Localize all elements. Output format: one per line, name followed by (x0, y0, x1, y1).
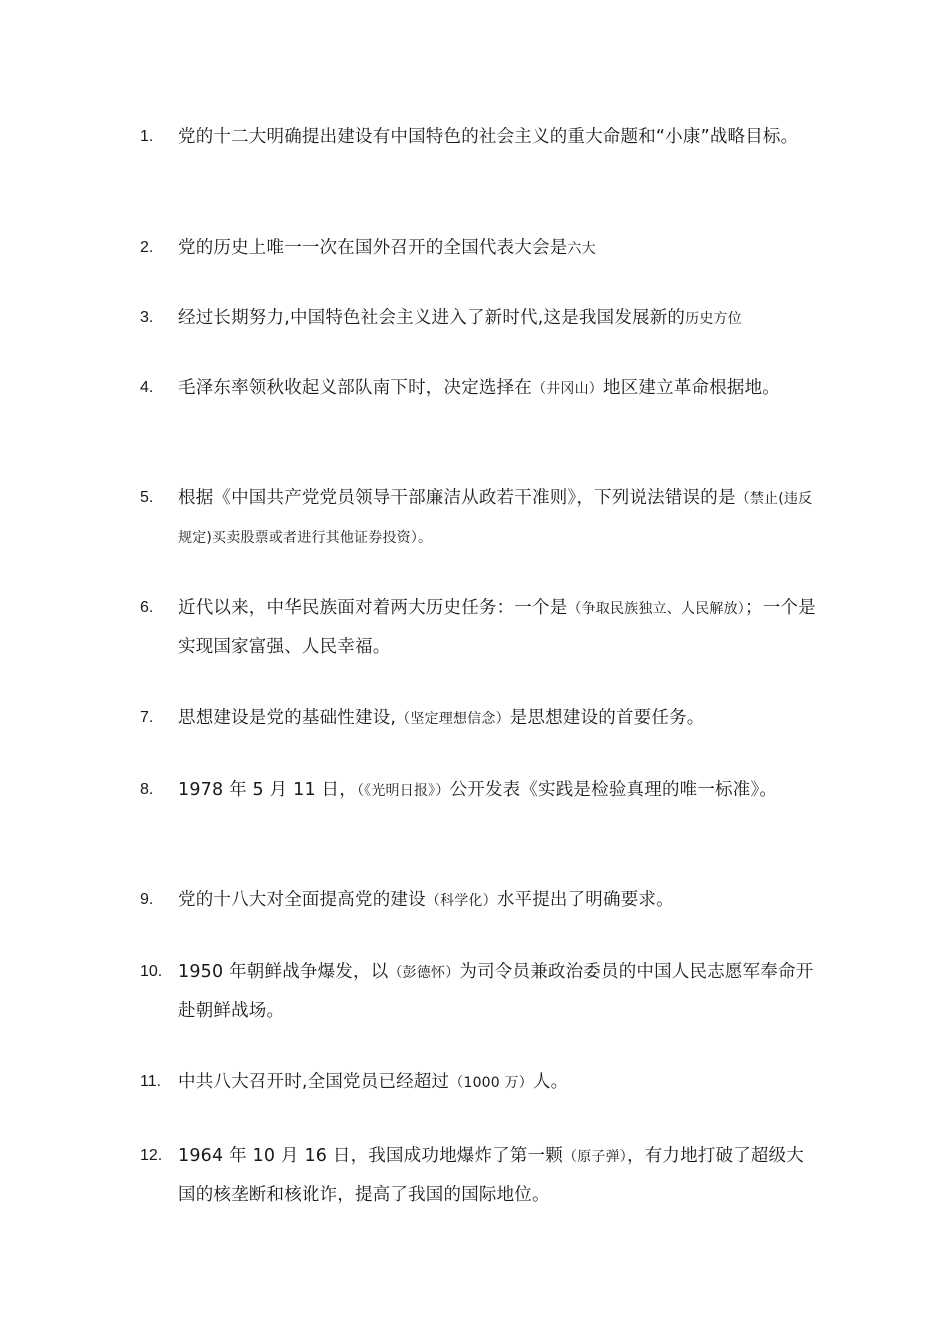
list-item (140, 479, 820, 557)
answer-text: 历史方位 (685, 311, 742, 327)
item-text: 近代以来，中华民族面对着两大历史任务：一个是（争取民族独立、人民解放）；一个是实现国家富强、人民幸福。 (178, 598, 816, 657)
item-number: 10. (140, 963, 163, 980)
answer-text: （争取民族独立、人民解放） (567, 601, 746, 617)
list-item (140, 589, 820, 666)
item-number: 11. (140, 1073, 162, 1090)
answer-text: （科学化） (425, 893, 497, 909)
answer-text: （彭德怀） (388, 965, 460, 981)
item-number: 6. (140, 599, 154, 616)
item-number: 4. (140, 379, 154, 396)
item-number: 5. (140, 489, 154, 506)
item-text: 中共八大召开时,全国党员已经超过（1000 万）人。 (178, 1072, 569, 1092)
list-item (140, 299, 820, 338)
item-number: 3. (140, 309, 154, 326)
list-item (140, 1137, 820, 1214)
item-text: 1964 年 10 月 16 日，我国成功地爆炸了第一颗（原子弹），有力地打破了超级大国的核垄断和核讹诈，提高了我国的国际地位。 (178, 1146, 804, 1205)
item-text: 1978 年 5 月 11 日，（《光明日报》）公开发表《实践是检验真理的唯一标准》。 (178, 780, 778, 800)
list-item (140, 369, 820, 408)
answer-text: （原子弹） (563, 1149, 627, 1165)
item-number: 8. (140, 781, 154, 798)
answer-text: （坚定理想信念） (396, 711, 510, 727)
list-item (140, 953, 820, 1030)
list-item (140, 699, 820, 738)
list-item (140, 881, 820, 920)
item-number: 12. (140, 1147, 163, 1164)
item-number: 9. (140, 891, 154, 908)
item-text: 毛泽东率领秋收起义部队南下时，决定选择在（井冈山）地区建立革命根据地。 (178, 378, 780, 398)
list-item (140, 1063, 820, 1102)
answer-text: （禁止(违反规定)买卖股票或者进行其他证券投资）。 (178, 491, 813, 546)
item-number: 2. (140, 239, 154, 256)
item-number: 7. (140, 709, 154, 726)
answer-text: （1000 万） (449, 1075, 533, 1091)
answer-text: （井冈山） (532, 381, 603, 397)
item-text: 党的十二大明确提出建设有中国特色的社会主义的重大命题和“小康”战略目标。 (178, 127, 799, 147)
list-item (140, 118, 820, 156)
answer-text: 六大 (567, 241, 596, 257)
item-text: 经过长期努力,中国特色社会主义进入了新时代,这是我国发展新的历史方位 (178, 308, 742, 328)
list-item (140, 229, 820, 268)
item-text: 党的历史上唯一一次在国外召开的全国代表大会是六大 (178, 238, 596, 258)
item-text: 根据《中国共产党党员领导干部廉洁从政若干准则》，下列说法错误的是（禁止(违反规定)买卖股票或者进行其他证券投资）。 (178, 488, 813, 546)
item-number: 1. (140, 128, 154, 145)
answer-text: （《光明日报》） (356, 783, 450, 799)
list-item (140, 771, 820, 810)
item-text: 党的十八大对全面提高党的建设（科学化）水平提出了明确要求。 (178, 890, 674, 910)
item-text: 1950 年朝鲜战争爆发，以（彭德怀）为司令员兼政治委员的中国人民志愿军奉命开赴朝鲜战场。 (178, 962, 814, 1021)
item-text: 思想建设是党的基础性建设,（坚定理想信念）是思想建设的首要任务。 (178, 708, 705, 728)
